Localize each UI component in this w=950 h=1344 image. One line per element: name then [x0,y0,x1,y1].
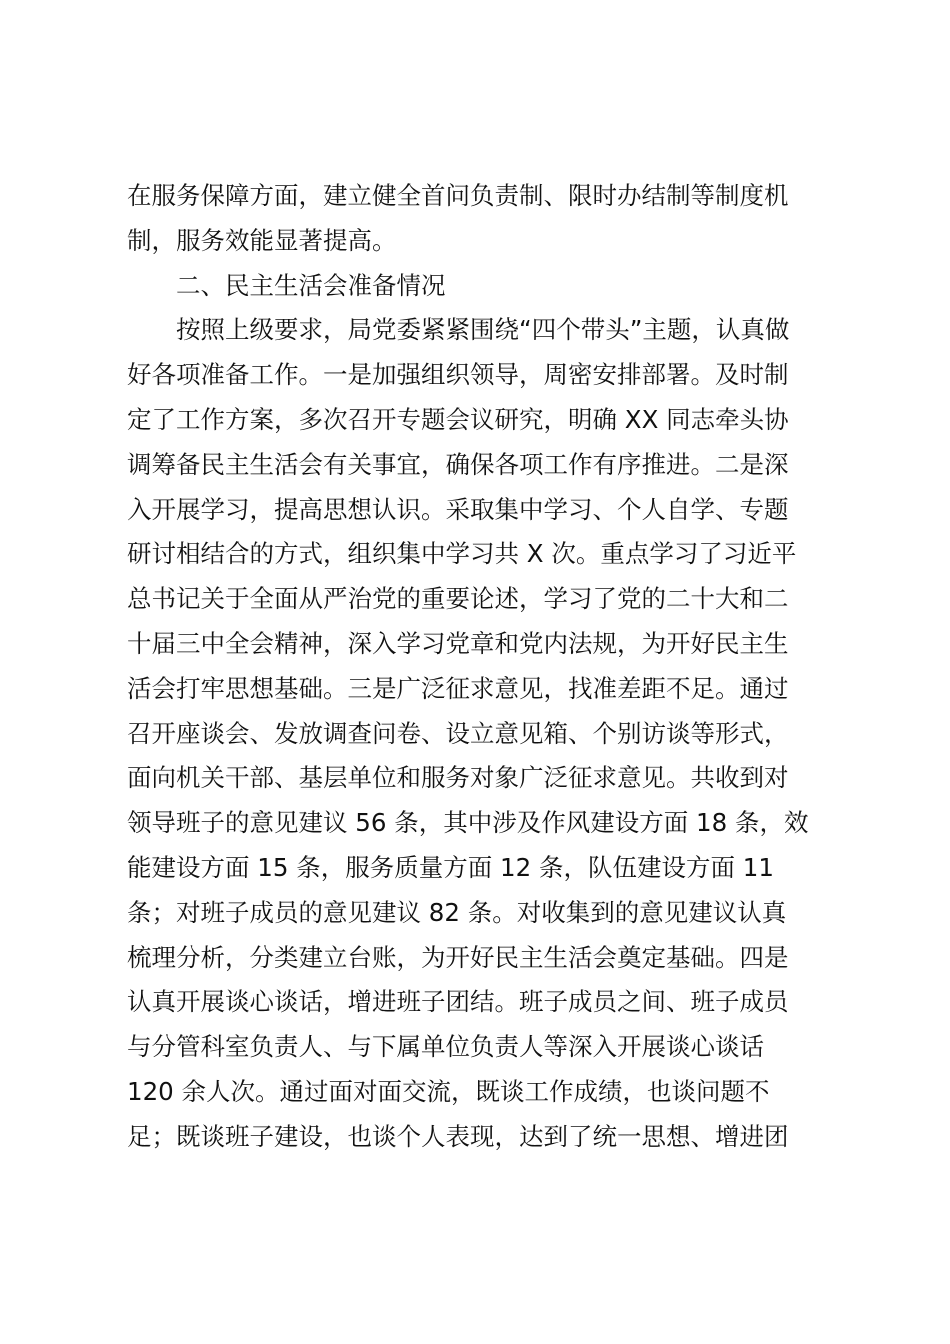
text-line: 好各项准备工作。一是加强组织领导，周密安排部署。及时制 [127,360,789,390]
text-line: 入开展学习，提高思想认识。采取集中学习、个人自学、专题 [127,494,789,524]
text-line: 在服务保障方面，建立健全首问负责制、限时办结制等制度机 [127,181,789,210]
text-line: 定了工作方案，多次召开专题会议研究，明确 XX 同志牵头协 [127,404,789,434]
text-line: 按照上级要求，局党委紧紧围绕“四个带头”主题，认真做 [176,315,790,345]
text-line: 面向机关干部、基层单位和服务对象广泛征求意见。共收到对 [127,763,789,793]
text-line: 研讨相结合的方式，组织集中学习共 X 次。重点学习了习近平 [127,539,797,569]
text-line: 召开座谈会、发放调查问卷、设立意见箱、个别访谈等形式， [127,718,789,748]
document-body [127,174,827,1160]
text-line: 足；既谈班子建设，也谈个人表现，达到了统一思想、增进团 [127,1121,789,1151]
text-line: 制，服务效能显著提高。 [127,225,397,255]
text-line: 总书记关于全面从严治党的重要论述，学习了党的二十大和二 [127,584,789,614]
text-line: 120 余人次。通过面对面交流，既谈工作成绩，也谈问题不 [127,1076,770,1106]
text-line: 与分管科室负责人、与下属单位负责人等深入开展谈心谈话 [127,1032,764,1062]
text-line: 条；对班子成员的意见建议 82 条。对收集到的意见建议认真 [127,897,787,927]
text-line: 活会打牢思想基础。三是广泛征求意见，找准差距不足。通过 [127,673,789,703]
section-heading: 二、民主生活会准备情况 [176,270,446,300]
text-line: 能建设方面 15 条，服务质量方面 12 条，队伍建设方面 11 [127,852,774,882]
text-line: 认真开展谈心谈话，增进班子团结。班子成员之间、班子成员 [127,987,789,1017]
text-line: 调筹备民主生活会有关事宜，确保各项工作有序推进。二是深 [127,449,789,479]
text-line: 十届三中全会精神，深入学习党章和党内法规，为开好民主生 [127,628,789,658]
text-line: 领导班子的意见建议 56 条，其中涉及作风建设方面 18 条，效 [127,808,809,838]
text-line: 梳理分析，分类建立台账，为开好民主生活会奠定基础。四是 [127,942,789,972]
